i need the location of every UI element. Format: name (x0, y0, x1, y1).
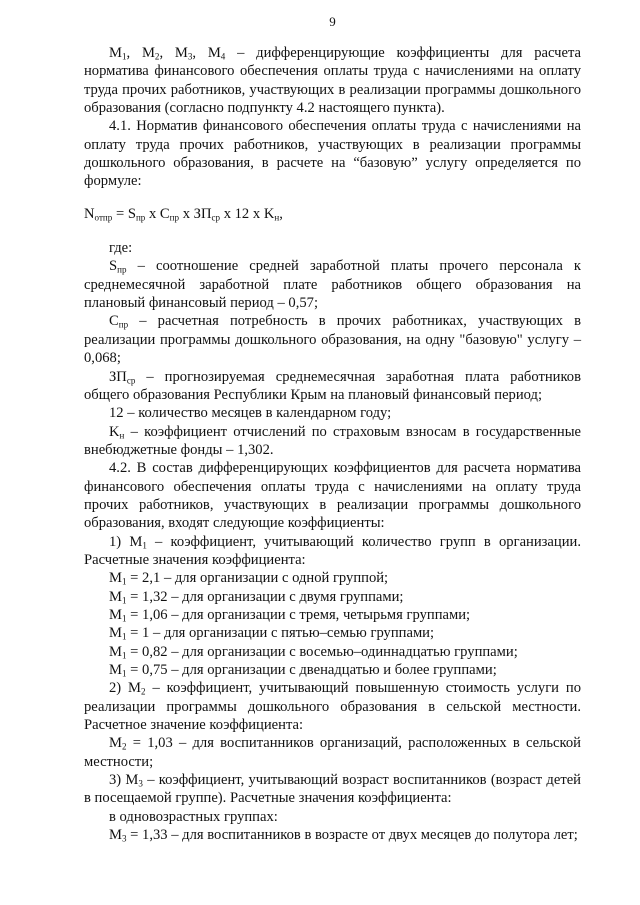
m3-symbol: $M_3$ (174, 45, 193, 62)
document-body (84, 44, 581, 844)
m2-item: $M_2 = 1,03$ – для воспитанников организаций, расположенных в сельской местности; (84, 735, 581, 770)
document-page (84, 0, 581, 905)
m1-symbol: $M_1$ (109, 45, 127, 62)
same-age-groups-label: в одновозрастных группах: (109, 808, 278, 825)
m4-symbol: $M_4$ (207, 45, 226, 62)
definition-12: 12 – количество месяцев в календарном году; (109, 405, 392, 422)
m1-item: $M_1 = 1$ – для организации с пятью–семью группами; (109, 625, 435, 642)
paragraph-4-2: 4.2. В состав дифференцирующих коэффициентов для расчета норматива финансового обеспечения оплаты труда с начислениями на оплату труда прочих работников, участвующих в реализации программы дошкольного образования, входят следующие коэффициенты: (84, 460, 581, 532)
m1-item: $M_1 = 2,1$ – для организации с одной группой; (109, 570, 389, 587)
definition-k-n: $K_н$ – коэффициент отчислений по страховым взносам в государственные внебюджетные фонды – 1,302. (84, 423, 581, 458)
formula: $N_{отпр} = S_{пр}$ x $C_{пр}$ x $ЗП_{ср}$ x 12 x $K_н$, (84, 205, 283, 222)
m1-item: $M_1 = 0,75$ – для организации с двенадцатью и более группами; (109, 662, 497, 679)
paragraph-text: – дифференцирующие коэффициенты для расчета норматива финансового обеспечения оплаты труда с начислениями на оплату труда прочих работников, участвующих в реализации программы дошкольного образования (согласно подпункту 4.2 настоящего пункта). (84, 45, 582, 117)
m2-symbol: $M_2$ (141, 45, 160, 62)
definition-s-pr: $S_{пр}$ – соотношение средней заработной платы прочего персонала к среднемесячной заработной плате работников общего образования на плановый финансовый период – 0,57; (84, 258, 581, 312)
paragraph-m3: 3) $M_3$ – коэффициент, учитывающий возраст воспитанников (возраст детей в посещаемой группе). Расчетные значения коэффициента: (84, 772, 581, 807)
definition-c-pr: $C_{пр}$ – расчетная потребность в прочих работниках, участвующих в реализации программы дошкольного образования, на одну "базовую" услугу – 0,068; (84, 313, 581, 367)
paragraph-m-coefficients: $M_1$, $M_2$, $M_3$, $M_4$ – дифференцирующие коэффициенты для расчета норматива финансового обеспечения оплаты труда с начислениями на оплату труда прочих работников, участвующих в реализации программы дошкольного образования (согласно подпункту 4.2 настоящего пункта). (84, 45, 582, 117)
definition-zp-sr: $ЗП_{ср}$ – прогнозируемая среднемесячная заработная плата работников общего образования Республики Крым на плановый финансовый период; (84, 368, 581, 403)
m1-item: $M_1 = 1,32$ – для организации с двумя группами; (109, 588, 404, 605)
m1-item: $M_1 = 1,06$ – для организации с тремя, четырьмя группами; (109, 606, 471, 624)
paragraph-m1: 1) $M_1$ – коэффициент, учитывающий количество групп в организации. Расчетные значения коэффициента: (84, 533, 581, 568)
page-number: 9 (329, 14, 336, 29)
paragraph-m2: 2) $M_2$ – коэффициент, учитывающий повышенную стоимость услуги по реализации программы дошкольного образования в сельской местности. Расчетное значение коэффициента: (84, 680, 581, 734)
where-label: где: (109, 240, 133, 257)
m1-item: $M_1 = 0,82$ – для организации с восемью–одиннадцатью группами; (109, 643, 518, 660)
m3-item: $M_3 = 1,33$ – для воспитанников в возрасте от двух месяцев до полутора лет; (109, 827, 578, 844)
paragraph-4-1: 4.1. Норматив финансового обеспечения оплаты труда с начислениями на оплату труда прочих работников, участвующих в реализации программы дошкольного образования, в расчете на “базовую” услугу определяется по формуле: (84, 118, 581, 190)
